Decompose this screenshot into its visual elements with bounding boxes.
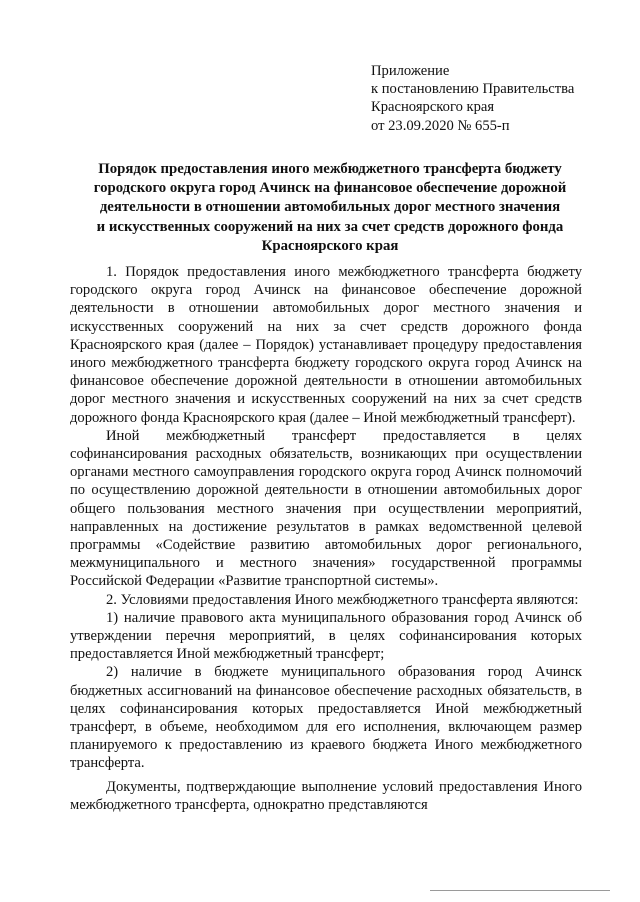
title-line: деятельности в отношении автомобильных дорог местного значения: [99, 199, 561, 216]
paragraph-1: 1. Порядок предоставления иного межбюджетного трансферта бюджету городского округа город Ачинск на финансовое обеспечение дорожной деятельности в отношении автомобильных дорог местного значения и искусственных сооружений на них за счет средств дорожного фонда Красноярского края (далее – Порядок) устанавливает процедуру предоставления иного межбюджетного трансферта бюджету городского округа город Ачинск на финансовое обеспечение дорожной деятельности в отношении автомобильных дорог местного значения и искусственных сооружений на них за счет средств дорожного фонда Красноярского края (далее – Иной межбюджетный трансферт).: [70, 264, 582, 426]
title-line: городского округа город Ачинск на финансовое обеспечение дорожной: [93, 180, 567, 197]
paragraph-3: 2. Условиями предоставления Иного межбюджетного трансферта являются:: [106, 591, 579, 608]
appendix-line: Приложение: [371, 63, 450, 79]
paragraph-2: Иной межбюджетный трансферт предоставляется в целях софинансирования расходных обязательств, возникающих при осуществлении органами местного самоуправления городского округа город Ачинск полномочий по осуществлению дорожной деятельности в отношении автомобильных дорог общего пользования местного значения при осуществлении мероприятий, направленных на достижение результатов в рамках ведомственной целевой программы «Содействие развитию автомобильных дорог регионального, межмуниципального и местного значения» государственной программы Российской Федерации «Развитие транспортной системы».: [70, 427, 582, 590]
title-line: Порядок предоставления иного межбюджетного трансферта бюджету: [98, 161, 562, 177]
paragraph-6: Документы, подтверждающие выполнение условий предоставления Иного межбюджетного трансферта, однократно представляются: [70, 778, 582, 813]
document-title: [70, 160, 590, 256]
document-body: [70, 263, 582, 814]
appendix-header: [371, 62, 574, 135]
title-line: и искусственных сооружений на них за счет средств дорожного фонда: [96, 218, 564, 235]
paragraph-4: 1) наличие правового акта муниципального образования город Ачинск об утверждении перечня мероприятий, в целях софинансирования которых предоставляется Иной межбюджетный трансферт;: [70, 609, 582, 663]
paragraph-5: 2) наличие в бюджете муниципального образования город Ачинск бюджетных ассигнований на финансовое обеспечение расходных обязательств, в целях софинансирования которых предоставляется Иной межбюджетный трансферт, в объеме, необходимом для его исполнения, включающем размер планируемого к предоставлению из краевого бюджета Иного межбюджетного трансферта.: [70, 664, 582, 772]
appendix-line: Красноярского края: [371, 99, 495, 116]
appendix-line: от 23.09.2020 № 655-п: [371, 117, 510, 134]
appendix-line: к постановлению Правительства: [371, 81, 575, 98]
title-line: Красноярского края: [261, 237, 399, 254]
scan-artifact-line: [430, 890, 610, 891]
